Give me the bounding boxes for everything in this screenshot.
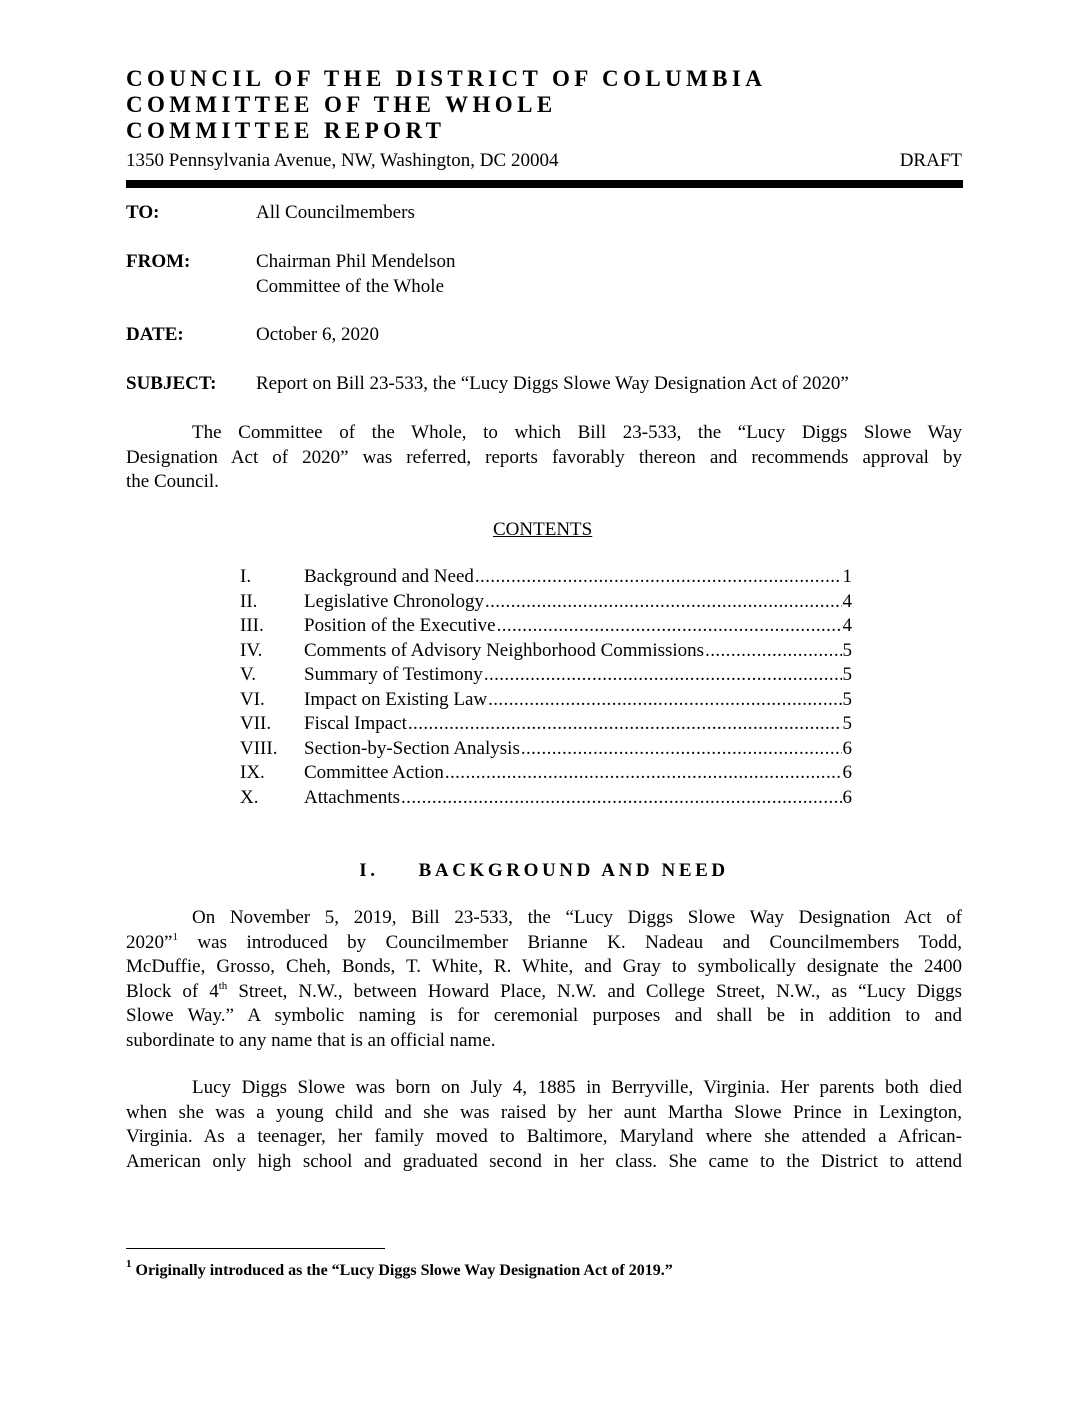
toc-item-title: Summary of Testimony [304, 664, 483, 685]
toc-item-number: III. [240, 615, 264, 636]
background-paragraph-1 [126, 906, 962, 1054]
toc-item-page: 5 [842, 688, 852, 710]
toc-item-number: VI. [240, 688, 265, 710]
paragraph-line [126, 980, 962, 1005]
toc-item-page: 1 [842, 566, 852, 587]
toc-item-title: Fiscal Impact [304, 713, 407, 734]
paragraph-text: Lucy Diggs Slowe was born on July 4, 1885 in Berryville, Virginia. Her parents both died [192, 1077, 962, 1098]
toc-item-page: 5 [842, 639, 852, 661]
to-label: TO: [126, 202, 160, 223]
toc-item-page: 6 [842, 762, 852, 783]
section-title: BACKGROUND AND NEED [418, 860, 729, 881]
toc-leader [475, 566, 842, 588]
table-of-contents [240, 566, 852, 811]
toc-item[interactable] [240, 640, 852, 665]
footnote-number: 1 [126, 1258, 132, 1270]
intro-text-1: The Committee of the Whole, to which Bill 23-533, the “Lucy Diggs Slowe Way [192, 422, 962, 443]
paragraph-line: Slowe Way.” A symbolic naming is for ceremonial purposes and shall be in addition to and [126, 1005, 962, 1027]
date-value: October 6, 2020 [256, 324, 379, 345]
toc-item[interactable] [240, 787, 852, 812]
paragraph-line: Virginia. As a teenager, her family moved to Baltimore, Maryland where she attended a African- [126, 1126, 962, 1148]
subject-value: Report on Bill 23-533, the “Lucy Diggs Slowe Way Designation Act of 2020” [256, 373, 849, 394]
toc-item-title: Attachments [304, 786, 401, 808]
toc-leader [485, 591, 842, 613]
paragraph-text: 2020” [126, 931, 173, 953]
paragraph-text: On November 5, 2019, Bill 23-533, the “Lucy Diggs Slowe Way Designation Act of [192, 907, 962, 928]
toc-leader [488, 689, 841, 711]
toc-item-number: V. [240, 664, 257, 685]
toc-item[interactable] [240, 591, 852, 616]
paragraph-text: Street, N.W., between Howard Place, N.W. and College Street, N.W., as “Lucy Diggs [227, 980, 962, 1002]
from-value-committee: Committee of the Whole [256, 276, 445, 297]
toc-item[interactable] [240, 738, 852, 763]
toc-item-number: VIII. [240, 737, 278, 759]
toc-item-number: IX. [240, 762, 265, 783]
toc-item-number: IV. [240, 639, 263, 661]
from-value-name: Chairman Phil Mendelson [256, 251, 456, 272]
header-rule [126, 180, 963, 188]
intro-line: Designation Act of 2020” was referred, reports favorably thereon and recommends approval by [126, 446, 962, 468]
toc-item-number: X. [240, 786, 259, 808]
footnote-reference[interactable]: 1 [172, 930, 178, 943]
toc-leader [401, 787, 841, 809]
intro-line: the Council. [126, 471, 219, 493]
paragraph-line: McDuffie, Grosso, Cheh, Bonds, T. White, R. White, and Gray to symbolically designate the 2400 [126, 956, 962, 978]
toc-leader [705, 640, 841, 662]
paragraph-line: American only high school and graduated second in her class. She came to the District to attend [126, 1150, 962, 1172]
letterhead-council: COUNCIL OF THE DISTRICT OF COLUMBIA [126, 66, 767, 91]
date-label: DATE: [126, 324, 184, 345]
footnote-text: Originally introduced as the “Lucy Diggs Slowe Way Designation Act of 2019.” [131, 1262, 673, 1279]
toc-item-page: 5 [842, 664, 852, 685]
ordinal-suffix: th [218, 979, 228, 992]
background-paragraph-2 [126, 1076, 962, 1174]
to-value: All Councilmembers [256, 202, 415, 223]
paragraph-line: when she was a young child and she was raised by her aunt Martha Slowe Prince in Lexington, [126, 1101, 962, 1123]
footnote-separator [126, 1248, 385, 1249]
toc-item-number: VII. [240, 713, 272, 734]
intro-line [126, 421, 962, 446]
toc-item[interactable] [240, 615, 852, 640]
toc-item-number: I. [240, 566, 252, 587]
section-number: I. [359, 860, 379, 881]
paragraph-line [126, 1076, 962, 1101]
paragraph-line: subordinate to any name that is an official name. [126, 1029, 496, 1051]
footnote [126, 1258, 673, 1280]
paragraph-line [126, 906, 962, 931]
toc-item-number: II. [240, 590, 258, 612]
toc-item[interactable] [240, 713, 852, 738]
subject-label: SUBJECT: [126, 373, 217, 394]
toc-item[interactable] [240, 566, 852, 591]
toc-item-title: Section-by-Section Analysis [304, 737, 520, 759]
toc-leader [521, 738, 842, 760]
toc-item[interactable] [240, 762, 852, 787]
draft-status: DRAFT [899, 150, 962, 171]
toc-item-title: Position of the Executive [304, 615, 496, 636]
letterhead-report-type: COMMITTEE REPORT [126, 118, 446, 143]
toc-item-title: Background and Need [304, 566, 474, 587]
council-address: 1350 Pennsylvania Avenue, NW, Washington, DC 20004 [126, 150, 559, 171]
toc-leader [484, 664, 842, 686]
toc-item[interactable] [240, 664, 852, 689]
toc-item-title: Impact on Existing Law [304, 688, 488, 710]
toc-leader [445, 762, 842, 784]
toc-item-title: Legislative Chronology [304, 590, 484, 612]
toc-item-page: 6 [842, 786, 852, 808]
contents-title: CONTENTS [493, 519, 593, 540]
toc-item-page: 6 [842, 737, 852, 759]
toc-item-title: Comments of Advisory Neighborhood Commissions [304, 639, 705, 661]
toc-item-page: 4 [842, 615, 852, 636]
toc-leader [497, 615, 842, 637]
toc-item[interactable] [240, 689, 852, 714]
toc-item-title: Committee Action [304, 762, 444, 783]
toc-leader [408, 713, 842, 735]
letterhead-committee: COMMITTEE OF THE WHOLE [126, 92, 557, 117]
toc-item-page: 4 [842, 590, 852, 612]
letterhead [126, 66, 962, 144]
intro-paragraph [126, 421, 962, 495]
section-heading [126, 860, 962, 882]
paragraph-text: Block of 4 [126, 980, 219, 1002]
paragraph-text: was introduced by Councilmember Brianne K. Nadeau and Councilmembers Todd, [177, 931, 962, 953]
address-row [126, 150, 962, 172]
paragraph-line [126, 931, 962, 956]
toc-item-page: 5 [842, 713, 852, 734]
from-label: FROM: [126, 251, 191, 272]
